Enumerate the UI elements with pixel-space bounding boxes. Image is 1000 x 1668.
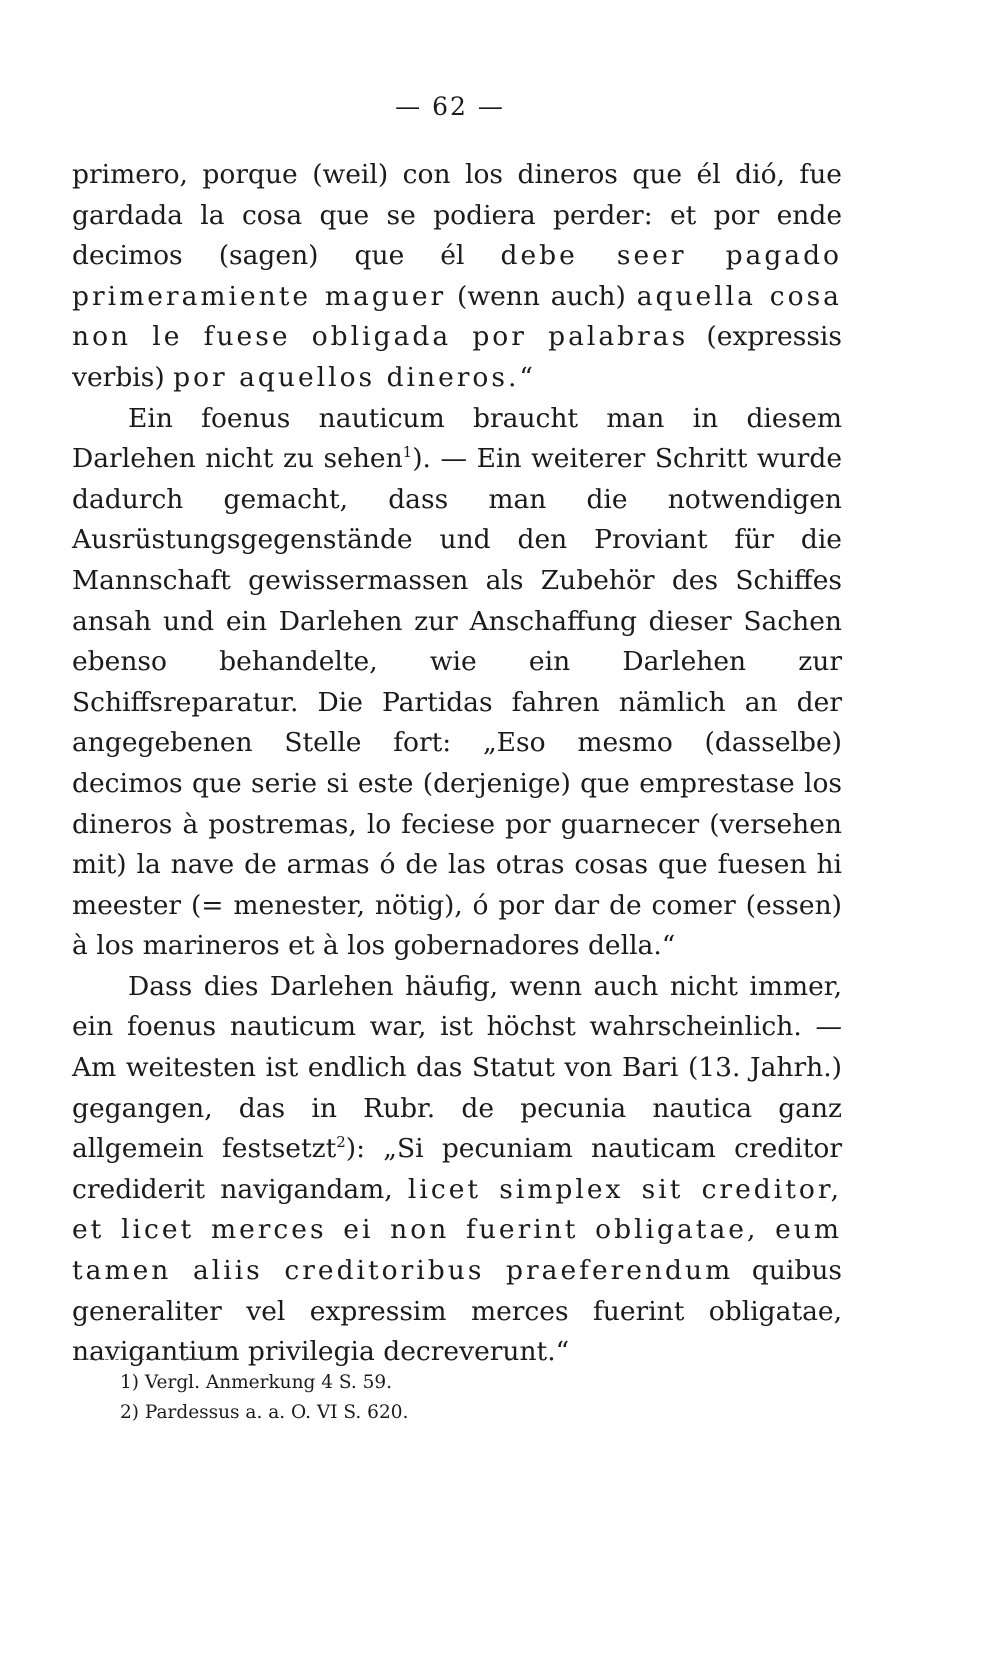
- footnote-ref-2[interactable]: 2: [336, 1133, 346, 1152]
- text-span: “: [519, 361, 533, 393]
- text-span: (wenn auch): [446, 280, 637, 312]
- body-text: [72, 155, 842, 1373]
- footnote-1: 1) Vergl. Anmerkung 4 S. 59.: [120, 1372, 393, 1393]
- spaced-text: debe seer pagado primeramiente maguer: [72, 240, 843, 312]
- text-span: Dass dies Darlehen häufig, wenn auch nicht immer, ein foenus nauticum war, ist höchst wahrscheinlich. — Am weitesten ist endlich das Statut von Bari (13. Jahrh.) gegangen, das in Rubr. de pecunia nautica ganz allgemein festsetzt: [72, 970, 842, 1165]
- text-span: ): „Si pecuniam nauticam creditor crediderit navigandam,: [72, 1133, 842, 1205]
- text-span: primero, porque (weil) con los dineros que él dió, fue gardada la cosa que se podiera perder: et por ende decimos (sagen) que él: [72, 159, 842, 272]
- text-span: (expressis verbis): [72, 321, 842, 393]
- spaced-text: licet simplex sit creditor, et licet merces ei non fuerint obligatae, eum tamen aliis creditoribus praeferendum: [72, 1173, 842, 1287]
- footnote-divider: [80, 1359, 230, 1360]
- paragraph-2: [72, 399, 842, 967]
- page-number: — 62 —: [395, 92, 505, 121]
- text-span: Ein foenus nauticum braucht man in diesem Darlehen nicht zu sehen: [72, 402, 842, 475]
- paragraph-1: [72, 155, 842, 399]
- text-span: quibus generaliter vel expressim merces fuerint obligatae, navigantium privilegia decreverunt.“: [72, 1255, 842, 1368]
- paragraph-3: [72, 967, 842, 1373]
- spaced-text: aquella cosa non le fuese obligada por palabras: [72, 280, 842, 353]
- text-span: ). — Ein weiterer Schritt wurde dadurch gemacht, dass man die notwendigen Ausrüstungsgegenstände und den Proviant für die Mannschaft gewissermassen als Zubehör des Schiffes ansah und ein Darlehen zur Anschaffung dieser Sachen ebenso behandelte, wie ein Darlehen zur Schiffsreparatur. Die Partidas fahren nämlich an der angegebenen Stelle fort: „Eso mesmo (dasselbe) decimos que serie si este (derjenige) que emprestase los dineros à postremas, lo feciese por guarnecer (versehen mit) la nave de armas ó de las otras cosas que fuesen hi meester (= menester, nötig), ó por dar de comer (essen) à los marineros et à los gobernadores della.“: [72, 443, 843, 962]
- footnote-2: 2) Pardessus a. a. O. VI S. 620.: [120, 1402, 409, 1423]
- footnotes: [120, 1368, 820, 1428]
- footnote-ref-1[interactable]: 1: [402, 443, 413, 462]
- spaced-text: por aquellos dineros.: [173, 361, 520, 393]
